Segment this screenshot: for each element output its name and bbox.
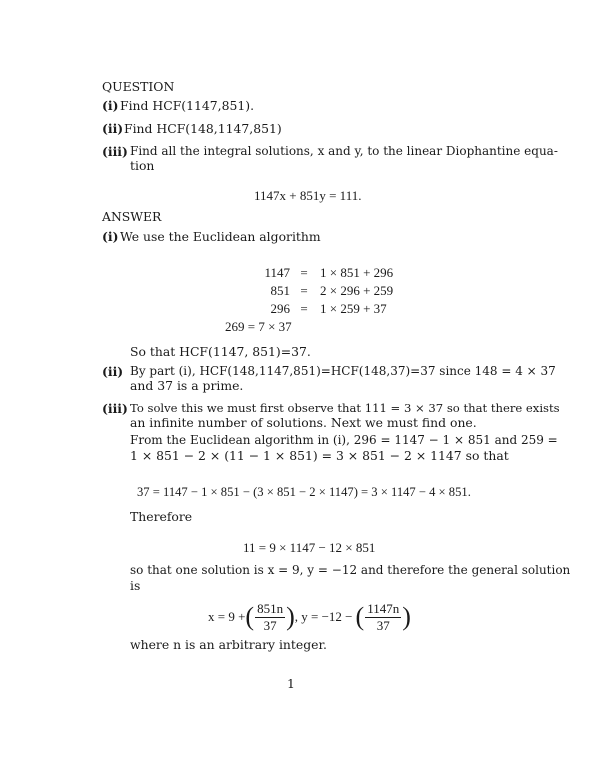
answer-label-iii: (iii) — [102, 401, 128, 416]
general-y-part: , y = −12 − — [294, 609, 353, 624]
fraction-y — [365, 602, 401, 633]
euclid-step-2-lhs: 851 — [270, 283, 290, 298]
answer-heading: ANSWER — [102, 209, 162, 224]
question-label-ii: (ii) — [102, 121, 124, 136]
question-text-i: Find HCF(1147,851). — [120, 98, 255, 113]
answer-iii-closing: where n is an arbitrary integer. — [130, 637, 327, 652]
euclid-step-2-rhs: 2 × 296 + 259 — [320, 283, 394, 298]
euclid-step-3-eq: = — [300, 301, 308, 316]
euclid-step-1 — [230, 265, 430, 281]
answer-iii-display-2: 11 = 9 × 1147 − 12 × 851 — [243, 540, 376, 555]
answer-label-i: (i) — [102, 229, 119, 244]
general-solution — [208, 599, 411, 635]
answer-iii-p2-line2: 1 × 851 − 2 × (11 − 1 × 851) = 3 × 851 − 2 × 1147 so that — [130, 448, 509, 463]
fraction-x — [255, 602, 285, 633]
left-paren-1: ( — [245, 602, 255, 631]
euclid-step-3-lhs: 296 — [270, 301, 290, 316]
answer-iii-p1-line2: an infinite number of solutions. Next we must find one. — [130, 415, 477, 430]
answer-ii-line1: By part (i), HCF(148,1147,851)=HCF(148,37)=37 since 148 = 4 × 37 — [130, 364, 556, 378]
euclid-step-1-rhs: 1 × 851 + 296 — [320, 265, 394, 280]
page-number: 1 — [287, 676, 295, 691]
question-text-iii-line1: Find all the integral solutions, x and y, to the linear Diophantine equa- — [130, 144, 558, 158]
right-paren-2: ) — [402, 602, 411, 631]
answer-iii-therefore: Therefore — [130, 509, 193, 524]
right-paren-1: ) — [286, 602, 295, 631]
fraction-x-denominator: 37 — [263, 617, 277, 633]
fraction-x-numerator: 851n — [257, 600, 284, 616]
euclid-step-3 — [230, 301, 430, 317]
euclid-step-2 — [230, 283, 430, 299]
question-heading: QUESTION — [102, 79, 175, 94]
answer-iii-display-1: 37 = 1147 − 1 × 851 − (3 × 851 − 2 × 1147) = 3 × 1147 − 4 × 851. — [137, 485, 471, 499]
question-equation: 1147x + 851y = 111. — [254, 188, 362, 203]
answer-i-conclusion: So that HCF(1147, 851)=37. — [130, 344, 311, 359]
euclid-step-2-eq: = — [300, 283, 308, 298]
left-paren-2: ( — [355, 602, 365, 631]
euclid-step-1-lhs: 1147 — [264, 265, 290, 280]
question-text-iii-line2: tion — [130, 158, 155, 173]
general-x-lhs: x = 9 + — [208, 609, 246, 624]
answer-label-ii: (ii) — [102, 364, 124, 379]
answer-iii-p3-line2: is — [130, 578, 141, 593]
question-text-ii: Find HCF(148,1147,851) — [124, 121, 282, 136]
answer-ii-line2: and 37 is a prime. — [130, 378, 244, 393]
answer-iii-p2-line1: From the Euclidean algorithm in (i), 296 = 1147 − 1 × 851 and 259 = — [130, 433, 558, 447]
euclid-step-1-eq: = — [300, 265, 308, 280]
fraction-y-numerator: 1147n — [367, 600, 400, 616]
question-label-iii: (iii) — [102, 144, 128, 159]
euclid-last-step: 269 = 7 × 37 — [225, 319, 292, 334]
euclid-step-3-rhs: 1 × 259 + 37 — [320, 301, 387, 316]
answer-iii-p1-line1: To solve this we must first observe that 111 = 3 × 37 so that there exists — [130, 401, 560, 415]
answer-i-intro: We use the Euclidean algorithm — [120, 229, 321, 244]
fraction-y-denominator: 37 — [376, 617, 390, 633]
question-label-i: (i) — [102, 98, 119, 113]
answer-iii-p3-line1: so that one solution is x = 9, y = −12 and therefore the general solution — [130, 563, 571, 577]
